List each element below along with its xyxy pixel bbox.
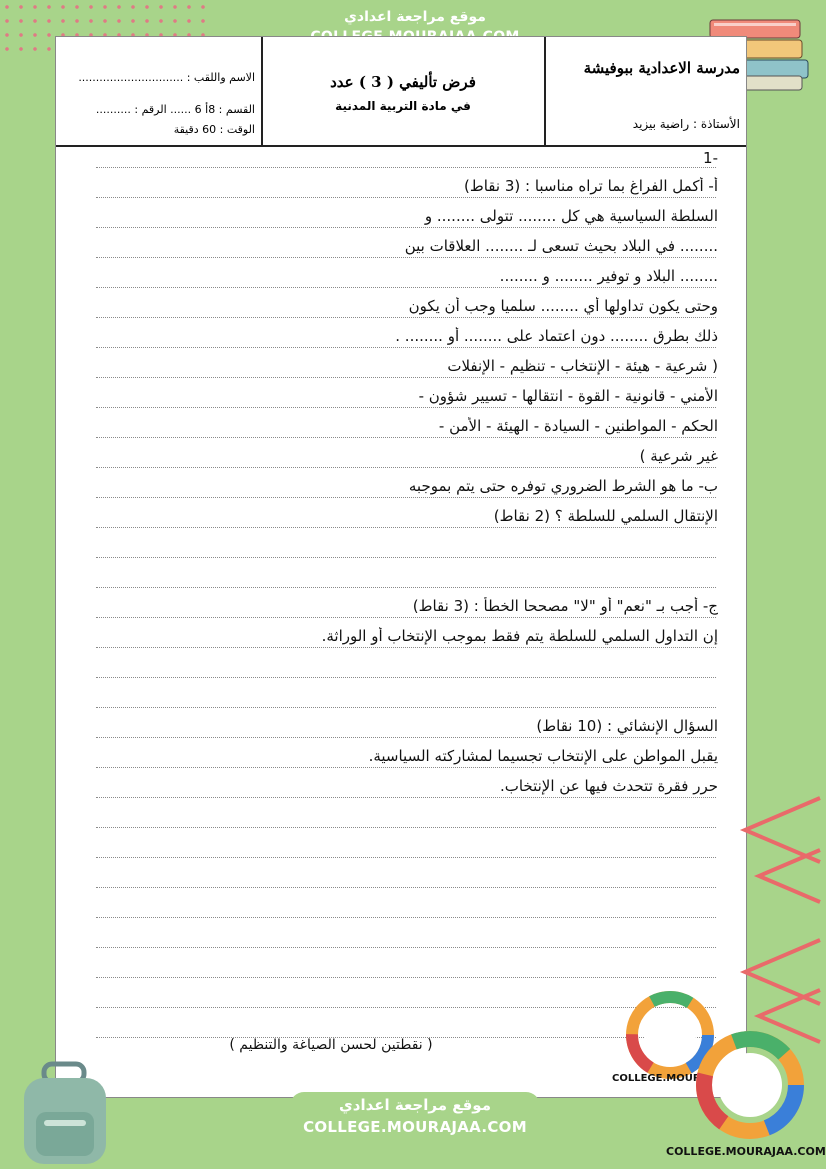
grading-note: ( نقطتين لحسن الصياغة والتنظيم )	[229, 1037, 433, 1053]
ruled-line	[96, 347, 716, 348]
time-field: الوقت : 60 دقيقة	[173, 123, 255, 136]
ruled-line	[96, 1007, 716, 1008]
banner-arabic-text: موقع مراجعة اعدادي	[339, 1096, 491, 1114]
site-logo-icon	[695, 1030, 805, 1140]
ruled-line	[96, 467, 716, 468]
question-number: -1	[703, 149, 718, 167]
banner-arabic-text: موقع مراجعة اعدادي	[344, 9, 486, 25]
ruled-line	[96, 737, 716, 738]
ruled-line	[96, 827, 716, 828]
ruled-line	[96, 317, 716, 318]
ruled-line	[96, 227, 716, 228]
banner-url-text: COLLEGE.MOURAJAA.COM	[303, 1118, 527, 1136]
teacher-name: الأستاذة : راضية بيزيد	[632, 117, 740, 131]
word-bank-line: ( شرعية - هيئة - الإنتخاب - تنظيم - الإنفلات	[447, 357, 718, 375]
text-line: ........ في البلاد بحيث تسعى لـ ........ العلاقات بين	[404, 237, 718, 255]
ruled-line	[96, 287, 716, 288]
word-bank-line: غير شرعية )	[639, 447, 718, 465]
ruled-line	[96, 947, 716, 948]
text-line: وحتى يكون تداولها أي ........ سلميا وجب أن يكون	[408, 297, 718, 315]
ruled-line	[96, 527, 716, 528]
ruled-line	[96, 797, 716, 798]
text-line: ........ البلاد و توفير ........ و ........	[499, 267, 718, 285]
ruled-line	[96, 977, 716, 978]
ruled-line	[96, 767, 716, 768]
ruled-line	[96, 197, 716, 198]
site-banner-bottom[interactable]	[290, 1092, 540, 1152]
ruled-line	[96, 407, 716, 408]
question-1c: ج- أجب بـ "نعم" أو "لا" مصححا الخطأ : (3 نقاط)	[412, 597, 718, 615]
word-bank-line: الحكم - المواطنين - السيادة - الهيئة - الأمن -	[438, 417, 718, 435]
question-1c-statement: إن التداول السلمي للسلطة يتم فقط بموجب الإنتخاب أو الوراثة.	[321, 627, 718, 645]
question-2: السؤال الإنشائي : (10 نقاط)	[536, 717, 718, 735]
ruled-line	[96, 887, 716, 888]
exam-subject: في مادة التربية المدنية	[335, 99, 471, 113]
answer-area	[56, 147, 746, 1097]
exam-title: فرض تأليفي ( 3 ) عدد	[330, 73, 476, 91]
ruled-line	[96, 857, 716, 858]
ruled-line	[96, 377, 716, 378]
ruled-line	[96, 677, 716, 678]
text-line: السلطة السياسية هي كل ........ تتولى ........ و	[424, 207, 718, 225]
ruled-line	[96, 257, 716, 258]
logo-small-caption: COLLEGE.MOURAJ	[612, 1073, 712, 1084]
logo-caption: COLLEGE.MOURAJAA.COM	[666, 1145, 826, 1158]
ruled-line	[96, 437, 716, 438]
question-1a: أ- أكمل الفراغ بما تراه مناسبا : (3 نقاط)	[464, 177, 718, 195]
school-name: مدرسة الاعدادية ببوفيشة	[583, 59, 740, 77]
exam-title-cell	[261, 37, 543, 145]
question-2-task: حرر فقرة تتحدث فيها عن الإنتخاب.	[499, 777, 718, 795]
backpack-icon	[10, 1060, 120, 1165]
exam-paper	[55, 36, 747, 1098]
question-2-context: يقبل المواطن على الإنتخاب تجسيما لمشاركته السياسية.	[368, 747, 718, 765]
exam-header	[56, 37, 746, 147]
ruled-line	[96, 707, 716, 708]
chevron-decoration-icon	[735, 790, 825, 1070]
ruled-line	[96, 617, 716, 618]
student-name-field: الاسم واللقب : ..............................	[78, 71, 255, 84]
question-1b-cont: الإنتقال السلمي للسلطة ؟ (2 نقاط)	[493, 507, 718, 525]
class-number-field: القسم : 8أ 6 ...... الرقم : ..........	[95, 103, 255, 116]
text-line: ذلك بطرق ........ دون اعتماد على ........ أو ........ .	[395, 327, 718, 345]
word-bank-line: الأمني - قانونية - القوة - انتقالها - تسيير شؤون -	[418, 387, 718, 405]
ruled-line	[96, 647, 716, 648]
ruled-line	[96, 167, 716, 168]
ruled-line	[96, 557, 716, 558]
question-1b: ب- ما هو الشرط الضروري توفره حتى يتم بموجبه	[408, 477, 718, 495]
ruled-line	[96, 497, 716, 498]
ruled-line	[96, 917, 716, 918]
school-info-cell	[544, 37, 746, 145]
ruled-line	[96, 587, 716, 588]
student-info-cell	[56, 37, 261, 145]
